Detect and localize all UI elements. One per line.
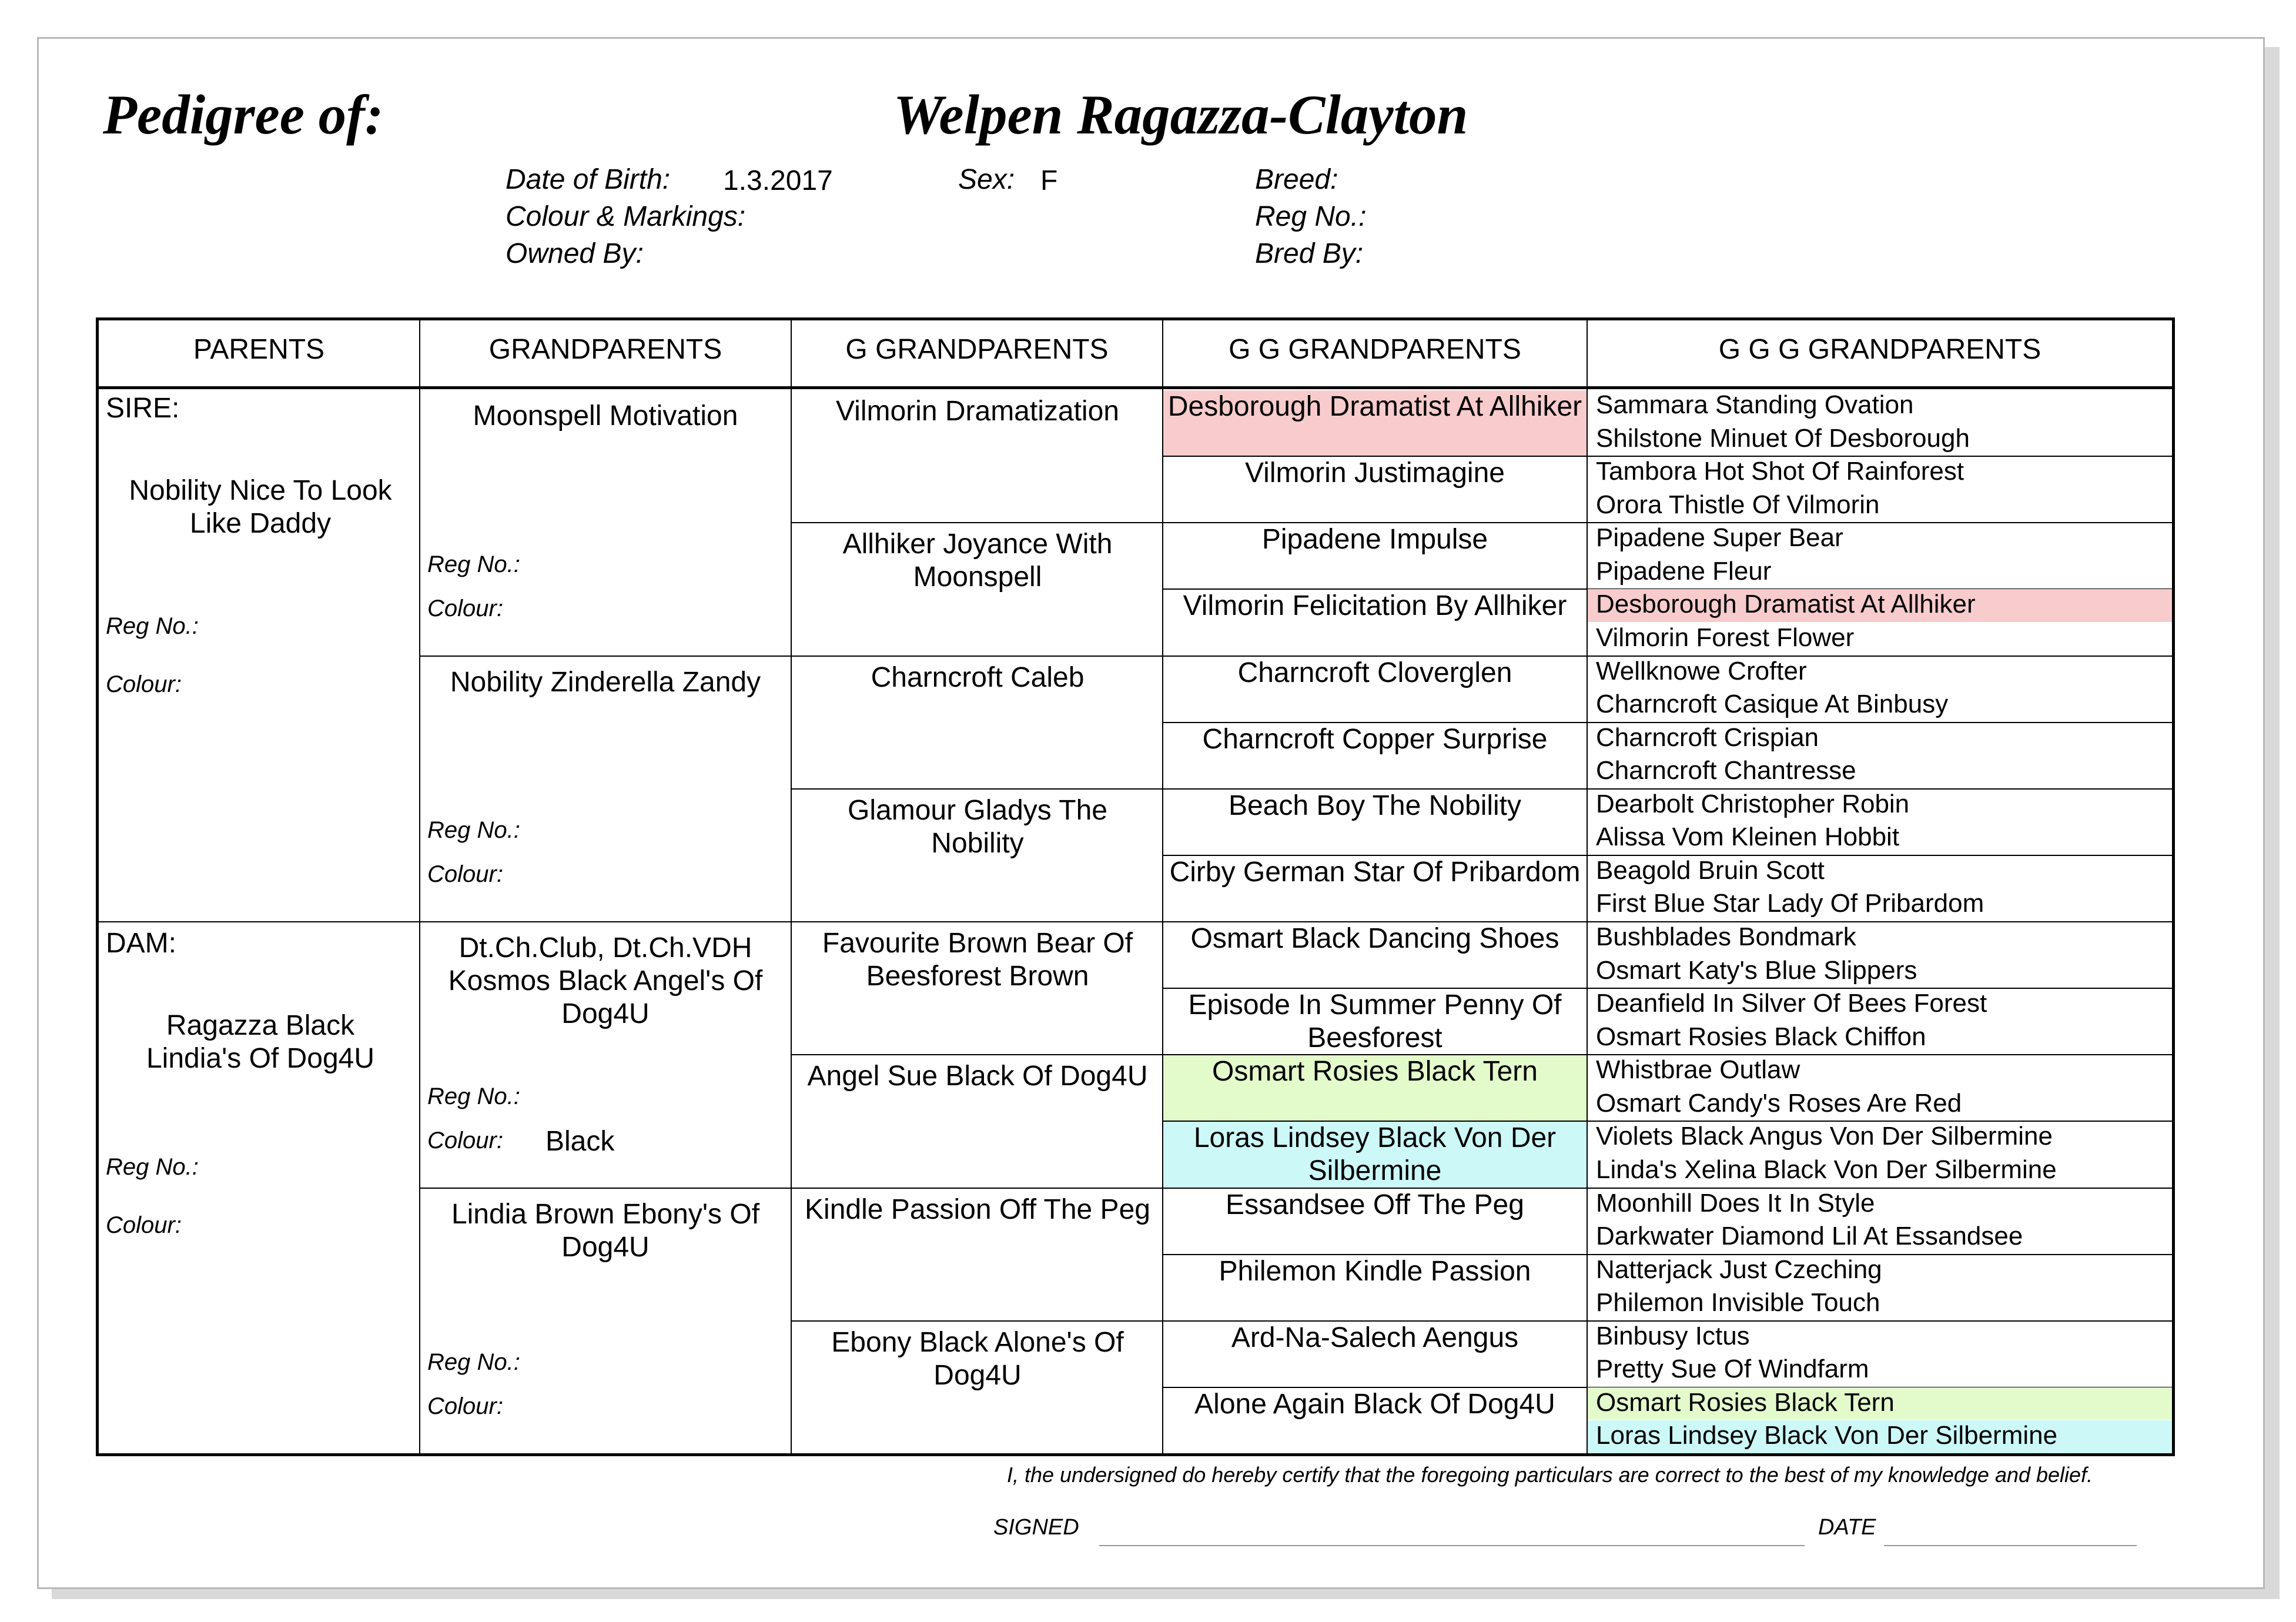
gg-grandparent-name: Cirby German Star Of Pribardom [1169,856,1581,888]
ggg-grandparent-name: Philemon Invisible Touch [1596,1288,1880,1317]
gg-grandparent-name: Episode In Summer Penny Of Beesforest [1188,989,1562,1054]
dob-value: 1.3.2017 [723,165,833,196]
ggg-grandparent-name: Bushblades Bondmark [1596,922,1856,951]
row-divider [792,1320,1162,1322]
col-header-g-grandparents: G GRANDPARENTS [845,334,1109,365]
ggg-grandparent-name: Beagold Bruin Scott [1596,855,1825,885]
ggg-grandparent-name: First Blue Star Lady Of Pribardom [1596,889,1984,918]
sex-value: F [1040,165,1058,196]
g-grandparent-name: Kindle Passion Off The Peg [805,1193,1150,1225]
ggg-grandparent-name: Charncroft Crispian [1596,723,1819,752]
row-divider [792,921,1162,922]
row-divider [420,1188,791,1189]
row-divider [792,522,1162,523]
date-label: DATE [1818,1515,1876,1540]
ggg-grandparent-name: Pretty Sue Of Windfarm [1596,1355,1869,1384]
gg-grandparent-name: Osmart Black Dancing Shoes [1190,923,1559,954]
ggg-grandparent-name: Binbusy Ictus [1596,1321,1750,1350]
ggg-grandparent-name: Osmart Candy's Roses Are Red [1596,1088,1962,1118]
gg-grandparent-name: Loras Lindsey Black Von Der Silbermine [1193,1122,1557,1187]
col-divider [419,320,420,1453]
dam-label: DAM: [106,928,176,959]
row-divider [792,788,1162,790]
ggg-grandparent-name: Pipadene Fleur [1596,556,1772,586]
gg-grandparent-name: Ard-Na-Salech Aengus [1231,1322,1519,1353]
grandparent-colour-label: Colour: [427,595,503,621]
col-divider [791,320,792,1453]
ggg-grandparent-name: Deanfield In Silver Of Bees Forest [1596,989,1987,1018]
ggg-grandparent-name: Dearbolt Christopher Robin [1596,789,1910,818]
g-grandparent-name: Angel Sue Black Of Dog4U [807,1061,1148,1092]
row-divider [792,656,1162,657]
ggg-grandparent-name: Darkwater Diamond Lil At Essandsee [1596,1222,2023,1251]
ggg-grandparent-name: Whistbrae Outlaw [1596,1055,1800,1085]
breed-label: Breed: [1255,164,1338,195]
sire-colour-label: Colour: [106,671,182,697]
grandparent-colour-value: Black [545,1125,615,1157]
gg-grandparent-name: Charncroft Copper Surprise [1202,723,1548,755]
grandparent-reg-no-label: Reg No.: [427,551,520,577]
row-divider [99,921,419,922]
sire-label: SIRE: [106,393,180,424]
ggg-grandparent-name: Charncroft Chantresse [1596,756,1856,785]
signed-label: SIGNED [993,1515,1079,1540]
col-header-gg-grandparents: G G GRANDPARENTS [1229,334,1521,365]
dam-reg-no-label: Reg No.: [106,1154,199,1180]
title-prefix: Pedigree of: [103,83,384,146]
ggg-grandparent-name: Osmart Katy's Blue Slippers [1596,955,1917,985]
certification-text: I, the undersigned do hereby certify that the foregoing particulars are correct to the best of my knowledge and belief. [1007,1463,2093,1487]
ggg-grandparent-name: Shilstone Minuet Of Desborough [1596,423,1970,453]
sire-reg-no-label: Reg No.: [106,613,199,639]
ggg-grandparent-name: Moonhill Does It In Style [1596,1188,1875,1218]
ggg-grandparent-name: Osmart Rosies Black Chiffon [1596,1022,1926,1051]
dob-label: Date of Birth: [506,164,671,195]
g-grandparent-name: Glamour Gladys The Nobility [848,794,1107,859]
row-divider [792,1054,1162,1055]
g-grandparent-name: Allhiker Joyance With Moonspell [842,529,1113,593]
ggg-grandparent-name: Charncroft Casique At Binbusy [1596,690,1949,719]
ggg-grandparent-name: Violets Black Angus Von Der Silbermine [1596,1122,2053,1151]
ggg-grandparent-name: Desborough Dramatist At Allhiker [1596,590,1976,619]
grandparent-reg-no-label: Reg No.: [427,817,520,843]
gg-grandparent-name: Beach Boy The Nobility [1228,790,1522,821]
ggg-grandparent-name: Linda's Xelina Black Von Der Silbermine [1596,1155,2057,1184]
gg-grandparent-name: Vilmorin Felicitation By Allhiker [1183,590,1567,622]
gg-grandparent-name: Osmart Rosies Black Tern [1212,1056,1538,1088]
gg-grandparent-name: Desborough Dramatist At Allhiker [1167,391,1582,422]
colour-markings-label: Colour & Markings: [506,201,746,232]
ggg-grandparent-name: Osmart Rosies Black Tern [1596,1387,1895,1417]
pedigree-table [96,317,2175,1456]
ggg-grandparent-name: Pipadene Super Bear [1596,523,1843,553]
g-grandparent-name: Ebony Black Alone's Of Dog4U [831,1326,1124,1391]
ggg-grandparent-name: Loras Lindsey Black Von Der Silbermine [1596,1421,2058,1450]
col-header-ggg-grandparents: G G G GRANDPARENTS [1718,334,2041,365]
grandparent-name: Moonspell Motivation [473,400,738,432]
g-grandparent-name: Charncroft Caleb [871,661,1085,693]
grandparent-reg-no-label: Reg No.: [427,1083,520,1109]
grandparent-colour-label: Colour: [427,1393,503,1419]
row-divider [792,1188,1162,1189]
dog-name: Welpen Ragazza-Clayton [893,83,1468,146]
grandparent-name: Dt.Ch.Club, Dt.Ch.VDH Kosmos Black Angel's Of Dog4U [448,932,763,1029]
signature-line[interactable] [1099,1545,1805,1546]
gg-grandparent-name: Charncroft Cloverglen [1237,657,1512,688]
gg-grandparent-name: Philemon Kindle Passion [1219,1255,1531,1287]
gg-grandparent-name: Alone Again Black Of Dog4U [1194,1388,1555,1420]
grandparent-name: Lindia Brown Ebony's Of Dog4U [451,1198,760,1263]
row-divider [420,656,791,657]
col-header-grandparents: GRANDPARENTS [488,334,722,365]
dam-colour-label: Colour: [106,1212,182,1238]
dam-name: Ragazza Black Lindia's Of Dog4U [146,1010,375,1074]
row-divider [420,921,791,922]
ggg-grandparent-name: Tambora Hot Shot Of Rainforest [1596,457,1964,486]
grandparent-reg-no-label: Reg No.: [427,1349,520,1375]
ggg-grandparent-name: Sammara Standing Ovation [1596,390,1914,419]
ggg-grandparent-name: Wellknowe Crofter [1596,656,1807,685]
ggg-grandparent-name: Natterjack Just Czeching [1596,1255,1882,1284]
reg-no-label: Reg No.: [1255,201,1367,232]
col-header-parents: PARENTS [193,334,325,365]
bred-by-label: Bred By: [1255,238,1364,269]
date-line[interactable] [1884,1545,2137,1546]
g-grandparent-name: Vilmorin Dramatization [836,396,1119,427]
g-grandparent-name: Favourite Brown Bear Of Beesforest Brown [822,928,1133,992]
ggg-grandparent-name: Alissa Vom Kleinen Hobbit [1596,822,1900,852]
gg-grandparent-name: Vilmorin Justimagine [1245,457,1505,489]
ggg-grandparent-name: Vilmorin Forest Flower [1596,623,1855,652]
gg-grandparent-name: Essandsee Off The Peg [1226,1189,1524,1220]
sire-name: Nobility Nice To Look Like Daddy [129,475,392,539]
grandparent-colour-label: Colour: [427,1127,503,1153]
ggg-grandparent-name: Orora Thistle Of Vilmorin [1596,490,1880,519]
gg-grandparent-name: Pipadene Impulse [1261,524,1488,556]
grandparent-name: Nobility Zinderella Zandy [450,666,761,698]
owned-by-label: Owned By: [506,238,644,269]
sex-label: Sex: [958,164,1015,195]
grandparent-colour-label: Colour: [427,861,503,887]
col-divider [1162,320,1163,1453]
